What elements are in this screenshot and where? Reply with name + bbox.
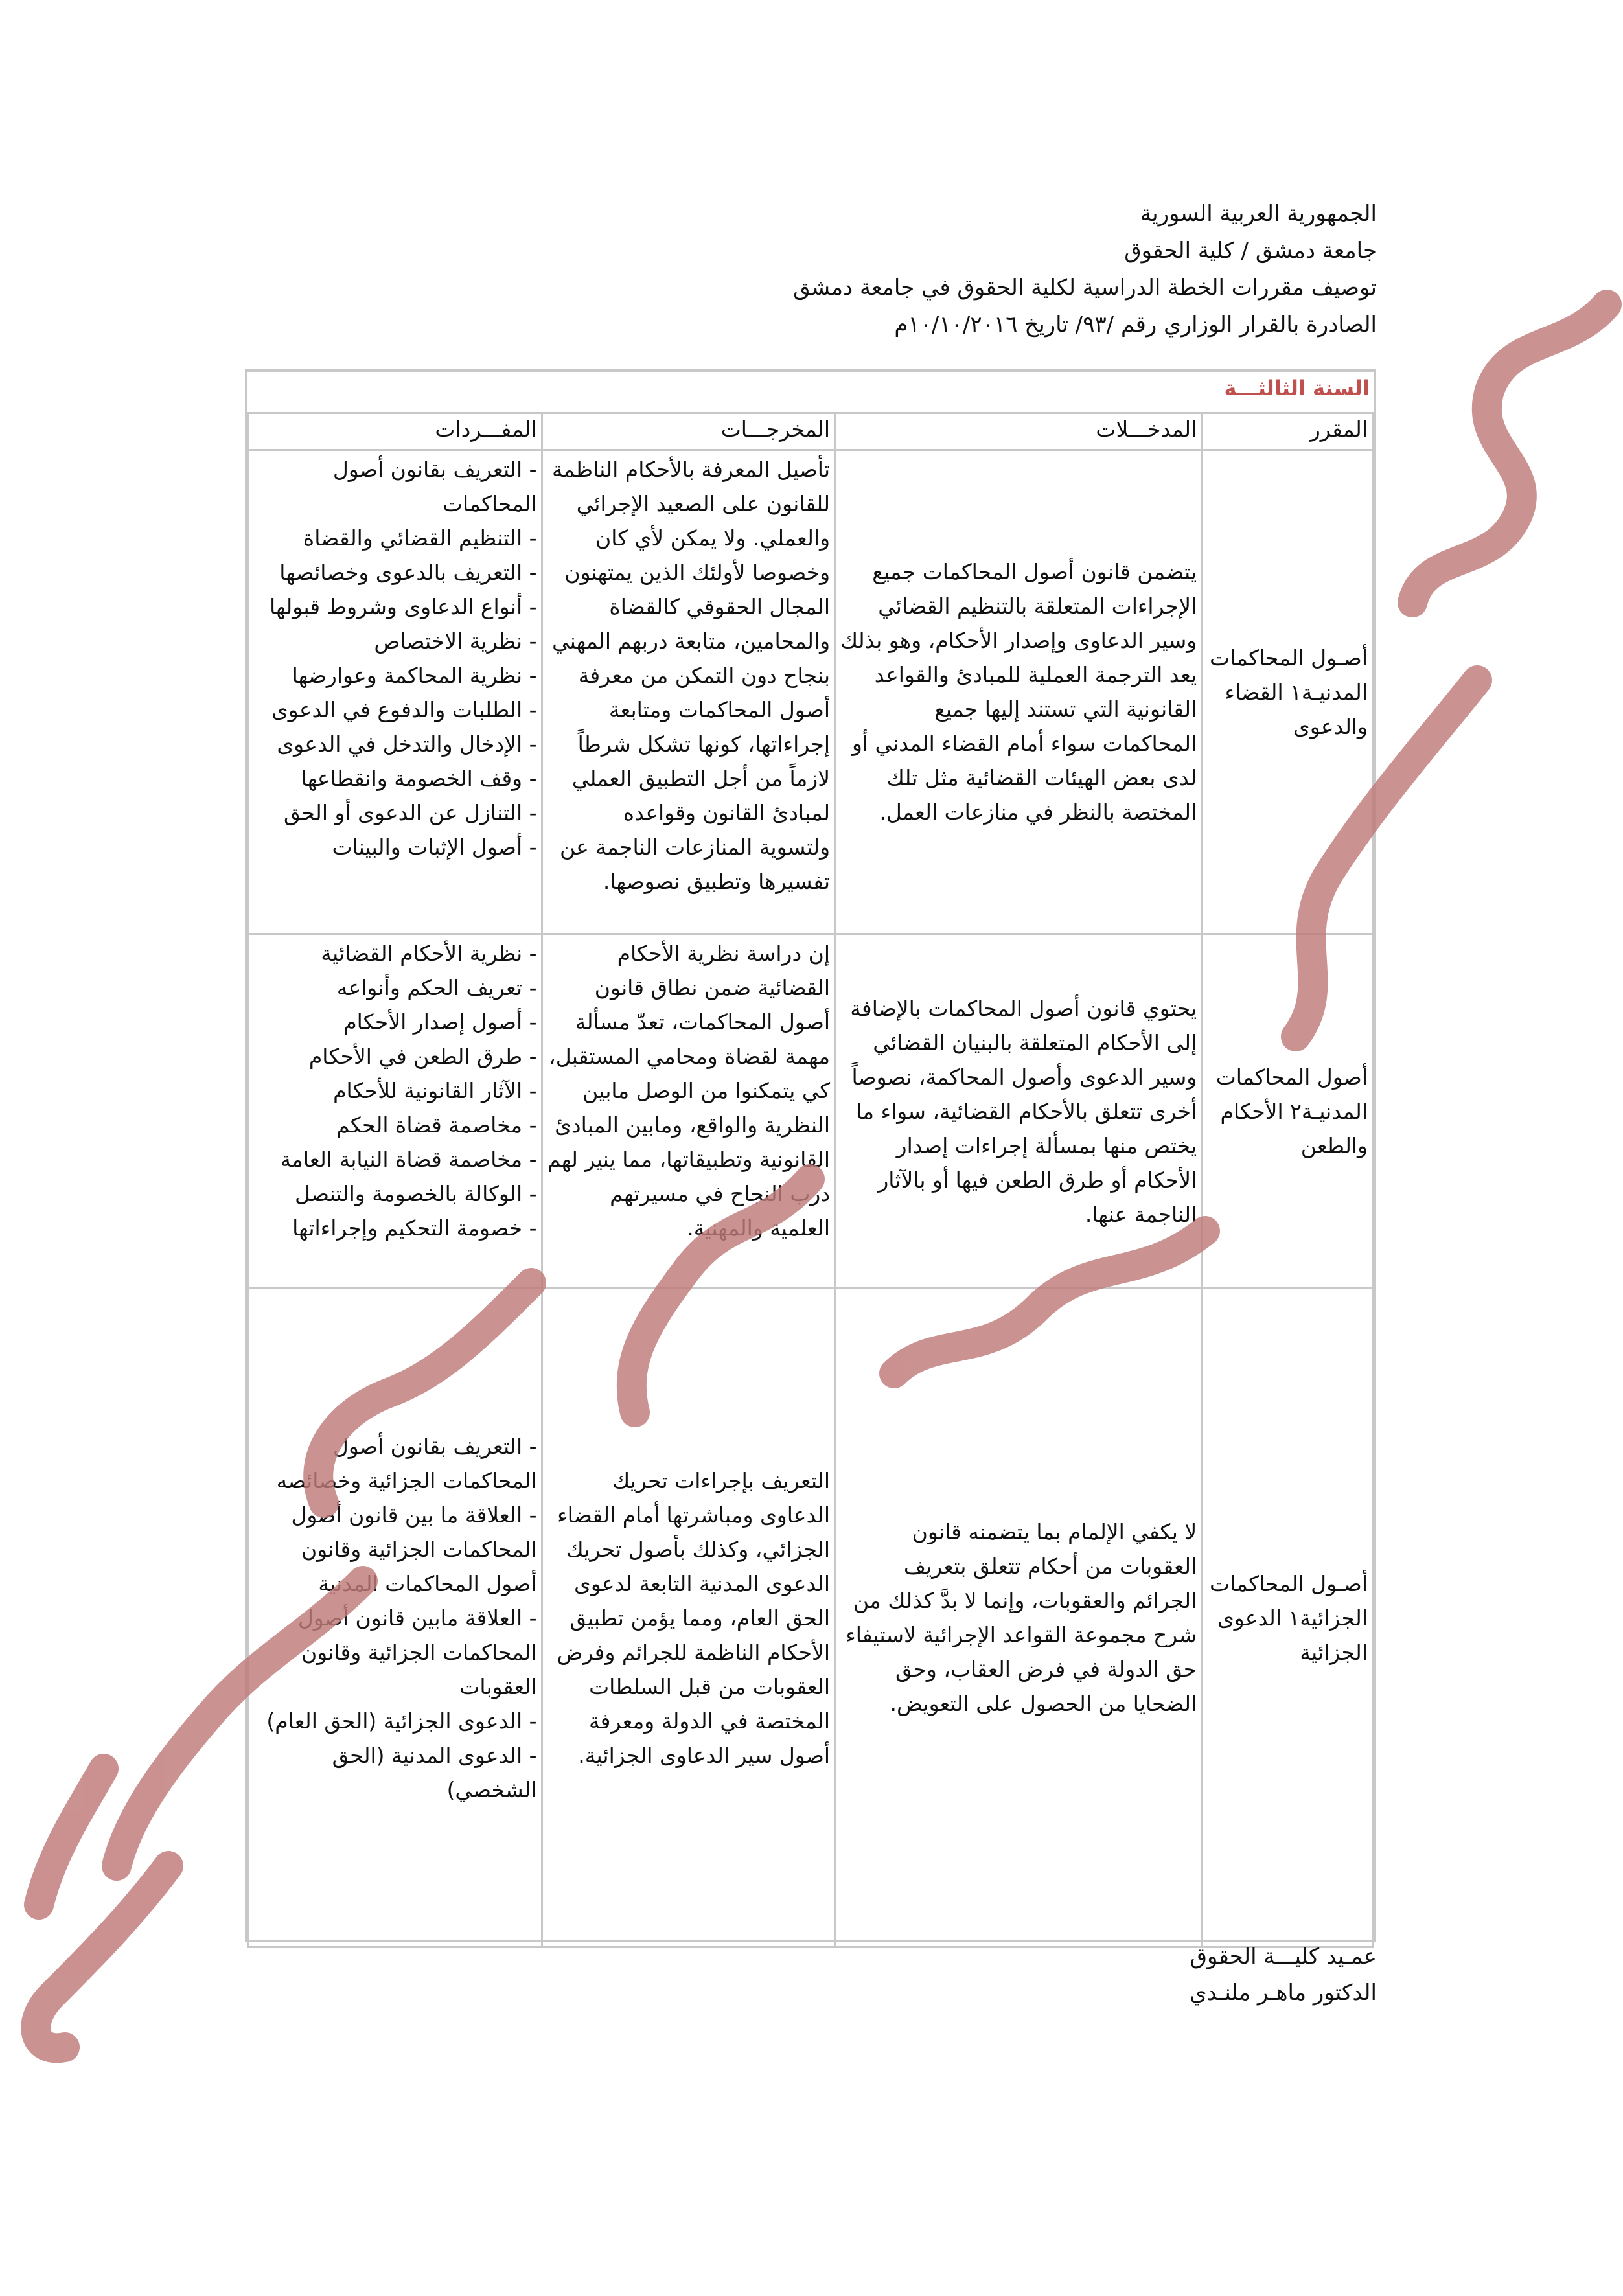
dean-name: الدكتور ماهـر ملنـدي [1189, 1980, 1377, 2006]
inputs-cell: يحتوي قانون أصول المحاكمات بالإضافة إلى الأحكام المتعلقة بالبنيان القضائي وسير الدعوى وأصول المحاكمة، نصوصاً أخرى تتعلق بالأحكام القضائية، سواء ما يختص منها بمسألة إجراءات إصدار الأحكام أو طرق الطعن فيها أو بالآثار الناجمة عنها. [835, 934, 1202, 1289]
table-row [249, 934, 1373, 1289]
units-list [253, 452, 537, 864]
unit-item: - مخاصمة قضاة الحكم [253, 1108, 537, 1142]
units-list [253, 936, 537, 1245]
table-header-row [249, 413, 1373, 450]
unit-item: - أنواع الدعاوى وشروط قبولها [253, 590, 537, 624]
unit-item: - الدعوى المدنية (الحق الشخصي) [253, 1738, 537, 1807]
units-list [253, 1429, 537, 1807]
unit-item: - وقف الخصومة وانقطاعها [253, 761, 537, 796]
unit-item: - الدعوى الجزائية (الحق العام) [253, 1704, 537, 1738]
header-country: الجمهورية العربية السورية [1140, 201, 1377, 227]
unit-item: - الوكالة بالخصومة والتنصل [253, 1177, 537, 1211]
dean-title: عمـيد كليـــة الحقوق [1190, 1944, 1377, 1969]
units-cell [249, 934, 542, 1289]
unit-item: - تعريف الحكم وأنواعه [253, 970, 537, 1005]
signature-block [1190, 1938, 1377, 2011]
unit-item: - الطلبات والدفوع في الدعوى [253, 693, 537, 727]
outputs-cell: التعريف بإجراءات تحريك الدعاوى ومباشرتها أمام القضاء الجزائي، وكذلك بأصول تحريك الدعوى المدنية التابعة لدعوى الحق العام، ومما يؤمن تطبيق الأحكام الناظمة للجرائم وفرض العقوبات من قبل السلطات المختصة في الدولة ومعرفة أصول سير الدعاوى الجزائية. [542, 1289, 835, 1947]
outputs-cell: إن دراسة نظرية الأحكام القضائية ضمن نطاق قانون أصول المحاكمات، تعدّ مسألة مهمة لقضاة ومحامي المستقبل، كي يتمكنوا من الوصل مابين النظرية والواقع، ومابين المبادئ القانونية وتطبيقاتها، مما ينير لهم درب النجاح في مسيرتهم العلمية والمهنية. [542, 934, 835, 1289]
column-header-course: المقرر [1202, 413, 1373, 450]
year-title: السنة الثالثـــة [1224, 376, 1370, 400]
unit-item: - أصول إصدار الأحكام [253, 1005, 537, 1039]
inputs-cell: يتضمن قانون أصول المحاكمات جميع الإجراءات المتعلقة بالتنظيم القضائي وسير الدعاوى وإصدار الأحكام، وهو بذلك يعد الترجمة العملية للمبادئ والقواعد القانونية التي تستند إليها جميع المحاكمات سواء أمام القضاء المدني أو لدى بعض الهيئات القضائية مثل تلك المختصة بالنظر في منازعات العمل. [835, 450, 1202, 934]
document-header [405, 196, 1377, 343]
header-university: جامعة دمشق / كلية الحقوق [1124, 238, 1377, 264]
inputs-cell: لا يكفي الإلمام بما يتضمنه قانون العقوبات من أحكام تتعلق بتعريف الجرائم والعقوبات، وإنما لا بدَّ كذلك من شرح مجموعة القواعد الإجرائية لاستيفاء حق الدولة في فرض العقاب، وحق الضحايا من الحصول على التعويض. [835, 1289, 1202, 1947]
year-row [247, 372, 1374, 414]
course-name-cell: أصـول المحاكمات الجزائية١ الدعوى الجزائية [1202, 1289, 1373, 1947]
unit-item: - خصومة التحكيم وإجراءاتها [253, 1211, 537, 1245]
unit-item: - العلاقة مابين قانون أصول المحاكمات الجزائية وقانون العقوبات [253, 1601, 537, 1704]
table-row [249, 1289, 1373, 1947]
unit-item: - نظرية الاختصاص [253, 624, 537, 658]
unit-item: - التعريف بالدعوى وخصائصها [253, 555, 537, 590]
unit-item: - الإدخال والتدخل في الدعوى [253, 727, 537, 761]
unit-item: - التنظيم القضائي والقضاة [253, 521, 537, 555]
unit-item: - الآثار القانونية للأحكام [253, 1073, 537, 1108]
column-header-outputs: المخرجـــات [542, 413, 835, 450]
unit-item: - التنازل عن الدعوى أو الحق [253, 796, 537, 830]
unit-item: - العلاقة ما بين قانون أصول المحاكمات الجزائية وقانون أصول المحاكمات المدنية [253, 1498, 537, 1601]
course-name-cell: أصـول المحاكمات المدنيـة١ القضاء والدعوى [1202, 450, 1373, 934]
header-title: توصيف مقررات الخطة الدراسية لكلية الحقوق في جامعة دمشق [793, 275, 1377, 301]
units-cell [249, 1289, 542, 1947]
column-header-inputs: المدخـــلات [835, 413, 1202, 450]
courses-table-frame [245, 369, 1376, 1942]
unit-item: - مخاصمة قضاة النيابة العامة [253, 1142, 537, 1177]
unit-item: - نظرية المحاكمة وعوارضها [253, 658, 537, 693]
outputs-cell: تأصيل المعرفة بالأحكام الناظمة للقانون على الصعيد الإجرائي والعملي. ولا يمكن لأي كان وخصوصا لأولئك الذين يمتهنون المجال الحقوقي كالقضاة والمحامين، متابعة دربهم المهني بنجاح دون التمكن من معرفة أصول المحاكمات ومتابعة إجراءاتها، كونها تشكل شرطاً لازماً من أجل التطبيق العملي لمبادئ القانون وقواعده ولتسوية المنازعات الناجمة عن تفسيرها وتطبيق نصوصها. [542, 450, 835, 934]
unit-item: - نظرية الأحكام القضائية [253, 936, 537, 970]
column-header-units: المفـــردات [249, 413, 542, 450]
header-decree: الصادرة بالقرار الوزاري رقم /٩٣/ تاريخ ١٠/١٠/٢٠١٦م [894, 312, 1377, 338]
unit-item: - التعريف بقانون أصول المحاكمات الجزائية وخصائصه [253, 1429, 537, 1498]
unit-item: - طرق الطعن في الأحكام [253, 1039, 537, 1073]
unit-item: - التعريف بقانون أصول المحاكمات [253, 452, 537, 521]
unit-item: - أصول الإثبات والبينات [253, 830, 537, 864]
table-row [249, 450, 1373, 934]
course-name-cell: أصول المحاكمات المدنيـة٢ الأحكام والطعن [1202, 934, 1373, 1289]
units-cell [249, 450, 542, 934]
courses-table [247, 412, 1374, 1948]
